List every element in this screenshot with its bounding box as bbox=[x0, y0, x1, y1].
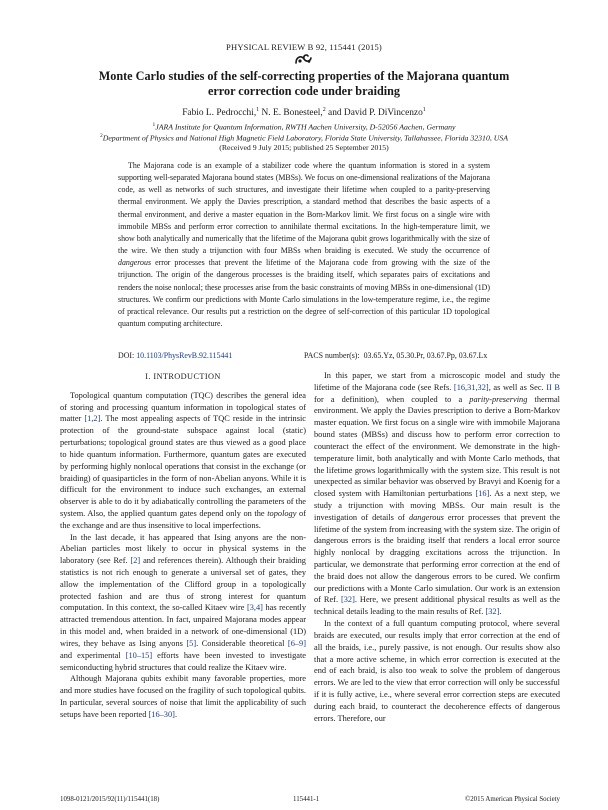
citation-link[interactable]: [10–15] bbox=[125, 650, 153, 660]
paragraph-text: , as well as Sec. bbox=[488, 382, 547, 392]
doi-pacs-line bbox=[118, 351, 490, 360]
abstract-text: The Majorana code is an example of a stabilizer code where the quantum information is stored in a system supporting well-separated Majorana bound states (MBSs). We focus on one-dimensional realizations of the Majorana code, as well as networks of such structures, and investigate their lifetime when coupled to a parity-preserving thermal environment. We apply the Davies prescription, a standard method that describes the basic aspects of a thermal environment, and derive a master equation in the Born-Markov limit. We first focus on a single wire with immobile MBSs and perform error correction to annihilate thermal excitations. In the high-temperature limit, we show both analytically and numerically that the lifetime of the Majorana qubit grows logarithmically with the size of the wire. We then study a trijunction with four MBSs when braiding is executed. We study the occurrence of dangerous error processes that prevent the lifetime of the Majorana code from growing with the size of the trijunction. The origin of the dangerous processes is the braiding itself, which separates pairs of excitations and renders the noise nonlocal; these processes arise from the basic constraints of moving MBSs in one-dimensional (1D) structures. We confirm our predictions with Monte Carlo simulations in the low-temperature regime, i.e., the regime of practical relevance. Our results put a restriction on the degree of self-correction of this particular 1D topological quantum computing architecture. bbox=[118, 161, 490, 329]
author-affiliation-mark: 2 bbox=[322, 107, 326, 113]
section-heading: I. INTRODUCTION bbox=[145, 372, 221, 381]
body-column-left bbox=[60, 370, 306, 721]
paragraph bbox=[314, 618, 560, 724]
author-affiliation-mark: 1 bbox=[422, 107, 426, 113]
abstract bbox=[118, 160, 490, 330]
footer-page-number: 115441-1 bbox=[293, 796, 320, 803]
paragraph-text: In this paper, we start from a microscopic model and study the lifetime of the Majorana code (see Refs. bbox=[314, 371, 560, 392]
paragraph-text: . The most appealing aspects of TQC reside in the intrinsic protection of the ground-state subspace against local (static) perturbations; topological ground states are thus viewed as a good place to hide quantum information. Furthermore, quantum gates are executed by performing highly nonlocal operations that consist in the exchange (or braiding) of quasiparticles in the form of non-Abelian anyons. While it is difficult for the environment to induce such exchanges, an external observer is able to do it by adiabatically controlling the parameters of the system. Also, the applied quantum gates depend only on the bbox=[60, 414, 306, 518]
citation-link[interactable]: [3,4] bbox=[246, 603, 263, 613]
journal-logo-icon bbox=[293, 53, 315, 65]
author-list bbox=[40, 107, 568, 118]
title-line-2: error correction code under braiding bbox=[207, 83, 401, 98]
paragraph-text: efforts have been invested to investigate semiconducting hybrid structures that could realize the Kitaev wire. bbox=[60, 650, 306, 672]
affiliation-1: $^1$JARA Institute for Quantum Information, RWTH Aachen University, D-52056 Aachen, Germany bbox=[152, 122, 456, 132]
citation-link[interactable]: [32] bbox=[485, 607, 500, 617]
paragraph-text: Topological quantum computation (TQC) describes the general idea of storing and processing quantum information in topological states of matter bbox=[60, 390, 306, 424]
citation-link[interactable]: [2] bbox=[130, 556, 141, 566]
citation-link[interactable]: [6–9] bbox=[287, 638, 306, 648]
pacs-numbers: PACS number(s): 03.65.Yz, 05.30.Pr, 03.67.Pp, 03.67.Lx bbox=[304, 351, 488, 360]
paragraph-text: . bbox=[499, 607, 502, 617]
doi-link[interactable]: 10.1103/PhysRevB.92.115441 bbox=[136, 351, 233, 360]
paragraph-text: In the last decade, it has appeared that Ising anyons are the non-Abelian particles most likely to occur in physical systems in the laboratory (see Ref. bbox=[60, 532, 306, 566]
citation-link[interactable]: [16,31,32] bbox=[453, 382, 489, 392]
emphasis-text: dangerous bbox=[408, 512, 444, 522]
body-column-right bbox=[314, 370, 560, 724]
citation-link[interactable]: [16] bbox=[475, 489, 490, 499]
footer-copyright: ©2015 American Physical Society bbox=[465, 796, 560, 803]
paragraph-text: of the exchange and are thus insensitive to local imperfections. bbox=[60, 508, 306, 530]
emphasis-text: topology bbox=[267, 508, 297, 518]
affiliation-2: $^2$Department of Physics and National High Magnetic Field Laboratory, Florida State University, Tallahassee, Florida 32310, USA bbox=[99, 133, 509, 143]
paragraph-text: . Here, we present additional physical results as well as the technical details leading to the main results of Ref. bbox=[314, 595, 560, 617]
paragraph bbox=[60, 390, 306, 532]
paragraph bbox=[60, 673, 306, 720]
author-name: Fabio L. Pedrocchi, bbox=[182, 108, 257, 119]
citation-link[interactable]: [32] bbox=[340, 595, 355, 605]
footer-issn: 1098-0121/2015/92(11)/115441(18) bbox=[60, 796, 160, 803]
paragraph-text: . bbox=[174, 709, 178, 719]
paragraph bbox=[60, 532, 306, 674]
author-name: and David P. DiVincenzo bbox=[325, 108, 423, 119]
paragraph-text: and references therein). Although their braiding statistics is not rich enough to generate a universal set of gates, they allow the implementation of the Clifford group in a topologically protected fashion and are thus of strong interest for quantum computation. In this context, the so-called Kitaev wire bbox=[60, 556, 306, 613]
paragraph-text: error processes that prevent the lifetime of the system from increasing with the system size. The origin of dangerous errors is the braiding itself that renders a local error source highly nonlocal by dragging excitations across the trijunction. In particular, we demonstrate that performing error correction at the end of the braid does not allow the dangerous errors to be cured. We confirm our predictions with a Monte Carlo simulation. Our work is an extension of Ref. bbox=[314, 512, 560, 605]
citation-link[interactable]: [16–30] bbox=[148, 709, 175, 719]
paragraph-text: . Considerable theoretical bbox=[196, 638, 288, 648]
citation-link[interactable]: II B bbox=[546, 382, 560, 392]
paragraph-text: Although Majorana qubits exhibit many favorable properties, more and more studies have focused on the fragility of such topological qubits. In particular, several sources of noise that limit the applicability of such setups have been reported bbox=[60, 674, 306, 719]
paragraph-text: and experimental bbox=[60, 650, 126, 660]
citation-link[interactable]: [5] bbox=[186, 638, 197, 648]
author-name: N. E. Bonesteel, bbox=[259, 108, 323, 119]
emphasis-text: parity-preserving bbox=[469, 394, 528, 404]
author-affiliation-mark: 1 bbox=[256, 107, 260, 113]
paragraph-text: thermal environment. We apply the Davies prescription to derive a Born-Markov master equation. We first focus on a single wire with immobile Majorana bound states (MBSs) and discuss how to perform error correction to counteract the effect of the environment. We demonstrate in the high-temperature limit, both analytically and with Monte Carlo methods, that the lifetime grows logarithmically with the system size. This result is not unexpected as similar behavior was observed by Bravyi and Koenig for a closed system with Hamiltonian perturbations bbox=[314, 394, 560, 499]
received-dates: (Received 9 July 2015; published 25 September 2015) bbox=[219, 143, 389, 152]
paragraph-text: In the context of a full quantum computing protocol, where several braids are executed, our results imply that error correction at the end of all the braids, i.e., purely passive, is not enough. Our results show also that a more active scheme, in which error correction is executed at the end of each braid, is also too weak to solve the problem of dangerous errors. We are led to the view that error correction will only be successful if it is fully active, i.e., where several error correction steps are executed during each braid, to counteract the decoherence effects of dangerous errors. Therefore, our bbox=[314, 619, 560, 723]
paragraph bbox=[314, 370, 560, 618]
doi-label: DOI: bbox=[118, 351, 135, 360]
paragraph-text: has recently attracted tremendous attention. In fact, unpaired Majorana modes appear in this model and, when braided in a network of one-dimensional (1D) wires, they behave as Ising anyons bbox=[60, 603, 306, 648]
running-head: PHYSICAL REVIEW B 92, 115441 (2015) bbox=[226, 42, 382, 52]
paragraph-text: for a definition), when coupled to a bbox=[314, 394, 470, 404]
title-line-1: Monte Carlo studies of the self-correcting properties of the Majorana quantum bbox=[98, 69, 510, 83]
paper-title bbox=[70, 69, 538, 98]
paragraph-text: . As a next step, we study a trijunction with moving MBSs. Our main result is the investigation of details of bbox=[314, 489, 560, 522]
citation-link[interactable]: [1,2] bbox=[84, 414, 101, 424]
